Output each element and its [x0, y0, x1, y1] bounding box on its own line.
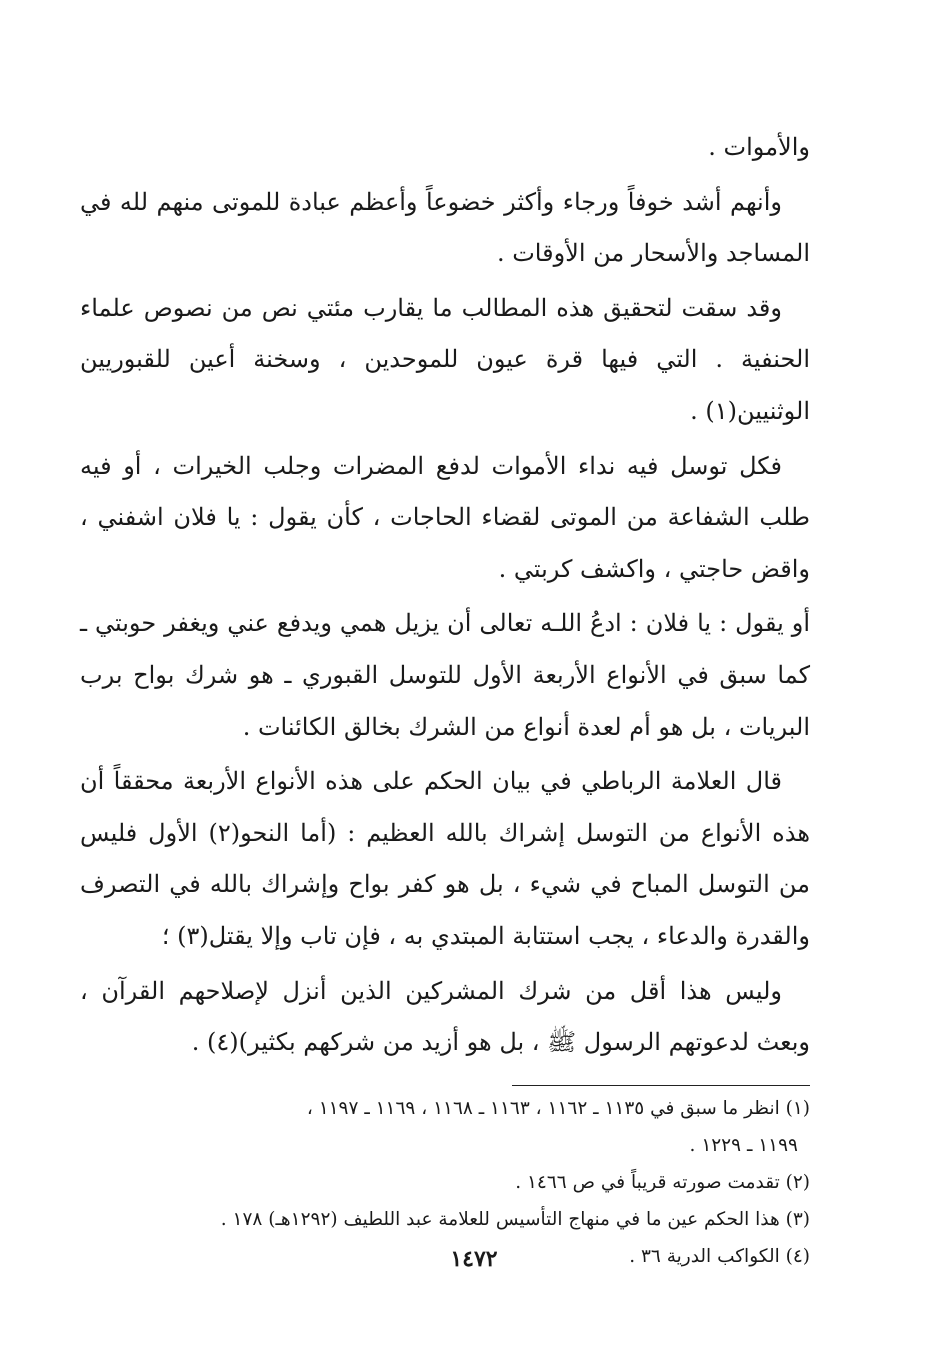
- footnote: (٣) هذا الحكم عين ما في منهاج التأسيس للعلامة عبد اللطيف (١٢٩٢هـ) ١٧٨ .: [220, 1208, 810, 1230]
- paragraph: قال العلامة الرباطي في بيان الحكم على هذه الأنواع الأربعة محققاً أن هذه الأنواع من التوسل إشراك بالله العظيم : (أما النحو(٢) الأول فليس من التوسل المباح في شيء ، بل هو كفر بواح وإشراك بالله في التصرف والقدرة والدعاء ، يجب استتابة المبتدي به ، فإن تاب وإلا يقتل(٣) ؛: [80, 767, 810, 950]
- paragraph: وأنهم أشد خوفاً ورجاء وأكثر خضوعاً وأعظم عبادة للموتى منهم لله في المساجد والأسحار من الأوقات .: [80, 187, 810, 268]
- footnote-divider: [512, 1085, 810, 1086]
- page-content: [80, 122, 810, 1275]
- page-number: ١٤٧٢: [450, 1246, 498, 1272]
- main-text: [80, 122, 810, 1069]
- paragraph: أو يقول : يا فلان : ادعُ اللـه تعالى أن يزيل همي ويدفع عني ويغفر حوبتي ـ كما سبق في الأنواع الأربعة الأول للتوسل القبوري ـ هو شرك بواح برب البريات ، بل هو أم لعدة أنواع من الشرك بخالق الكائنات .: [80, 609, 810, 741]
- footnote: (٢) تقدمت صورته قريباً في ص ١٤٦٦ .: [515, 1171, 810, 1193]
- paragraph: وليس هذا أقل من شرك المشركين الذين أنزل لإصلاحهم القرآن ، وبعث لدعوتهم الرسول ﷺ ، بل هو أزيد من شركهم بكثير)(٤) .: [80, 976, 810, 1057]
- paragraph: والأموات .: [708, 133, 810, 161]
- footnote-continuation: ١١٩٩ ـ ١٢٢٩ .: [689, 1134, 798, 1156]
- footnote: (١) انظر ما سبق في ١١٣٥ ـ ١١٦٢ ، ١١٦٣ ـ ١١٦٨ ، ١١٦٩ ـ ١١٩٧ ،: [306, 1097, 810, 1119]
- paragraph: وقد سقت لتحقيق هذه المطالب ما يقارب مئتي نص من نصوص علماء الحنفية . التي فيها قرة عيون للموحدين ، وسخنة أعين للقبوريين الوثنيين(١) .: [80, 293, 810, 425]
- footnote: (٤) الكواكب الدرية ٣٦ .: [629, 1245, 810, 1267]
- paragraph: فكل توسل فيه نداء الأموات لدفع المضرات وجلب الخيرات ، أو فيه طلب الشفاعة من الموتى لقضاء الحاجات ، كأن يقول : يا فلان اشفني ، واقض حاجتي ، واكشف كربتي .: [80, 451, 810, 583]
